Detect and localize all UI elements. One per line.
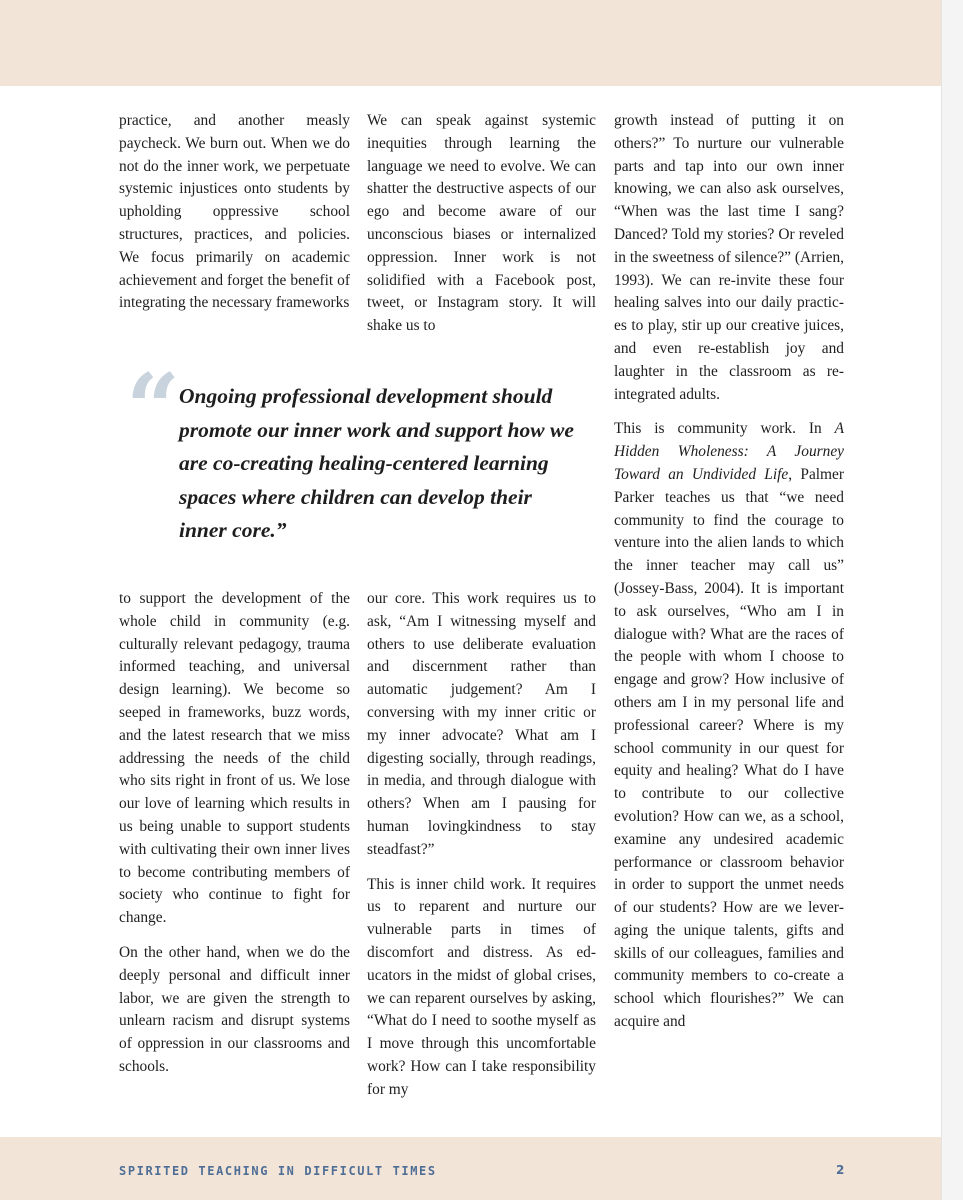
paragraph-text: , Palmer Parker teaches us that “we need community to find the courage to venture into the alien lands to which the inner teacher may call us” (Jossey-Bass, 2004). It is important to ask ourselves, “Who am I in dialogue with? What are the races of the people with whom I choose to engage and grow? How inclusive of others am I in my personal life and professional career? Where is my school community in our quest for equity and healing? What do I have to contribute to our collective evolution? How can we, as a school, examine any undesired academic performance or classroom behavior in order to support the unmet needs of our students? How are we leveraging the unique talents, gifts and skills of our colleagues, families and community members to co-create a school which flourishes?” We can acquire and (614, 465, 844, 1031)
paragraph (614, 418, 844, 1034)
column-2-top (367, 110, 596, 338)
page-edge (941, 0, 963, 1200)
page-number: 2 (836, 1163, 845, 1177)
footer-title: SPIRITED TEACHING IN DIFFICULT TIMES (119, 1164, 437, 1178)
book-title: A Hidden Wholeness: A Journey Toward an Undivided Life (614, 420, 844, 483)
paragraph: to support the development of the whole child in community (e.g. culturally relevant pedagogy, trauma informed teaching, and universal design learning). We become so seeped in frameworks, buzz words, and the latest research that we miss addressing the needs of the child who sits right in front of us. We lose our love of learning which results in us being unable to support students with cultivating their own inner lives to become contributing members of society who continue to fight for change. (119, 590, 350, 927)
pull-quote: Ongoing professional development should promote our inner work and support how we are co-creating healing-centered learning spaces where children can develop their inner core.” (179, 384, 574, 542)
column-3 (614, 110, 844, 1034)
header-band (0, 0, 941, 86)
paragraph: our core. This work requires us to ask, “Am I witnessing myself and others to use deliberate evaluation and discernment rather than automatic judgement? Am I conversing with my inner critic or my inner advocate? What am I digesting socially, through readings, in media, and through dialogue with others? When am I pausing for human lovingkindness to stay steadfast?” (367, 590, 596, 858)
paragraph: This is inner child work. It requires us to reparent and nurture our vulnerable parts in times of discomfort and distress. As educators in the midst of global crises, we can reparent ourselves by asking, “What do I need to soothe myself as I move through this uncomfortable work? How can I take responsibility for my (367, 875, 596, 1098)
paragraph: growth instead of putting it on others?” To nurture our vulnerable parts and tap into our own inner knowing, we can also ask ourselves, “When was the last time I sang? Danced? Told my stories? Or reveled in the sweetness of silence?” (Arrien, 1993). We can re-invite these four healing salves into our daily practices to play, stir up our creative juices, and even re-establish joy and laughter in the classroom as re-integrated adults. (614, 112, 844, 403)
paragraph: We can speak against systemic inequities through learning the language we need to evolve. We can shatter the destructive aspects of our ego and become aware of our unconscious biases or internalized oppression. Inner work is not solidified with a Facebook post, tweet, or Instagram story. It will shake us to (367, 112, 596, 335)
paragraph-text: This is community work. In (614, 420, 835, 438)
column-1-bottom (119, 588, 350, 1079)
column-2-bottom (367, 588, 596, 1102)
quote-mark-icon: “ (126, 354, 181, 464)
paragraph: On the other hand, when we do the deeply personal and difficult inner labor, we are given the strength to unlearn racism and disrupt systems of oppression in our classrooms and schools. (119, 943, 350, 1075)
column-1-top (119, 110, 350, 315)
paragraph: practice, and another measly paycheck. We burn out. When we do not do the inner work, we perpetuate systemic injustices onto students by upholding oppressive school structures, practices, and policies. We focus primarily on academic achievement and forget the benefit of integrating the necessary frameworks (119, 112, 350, 312)
